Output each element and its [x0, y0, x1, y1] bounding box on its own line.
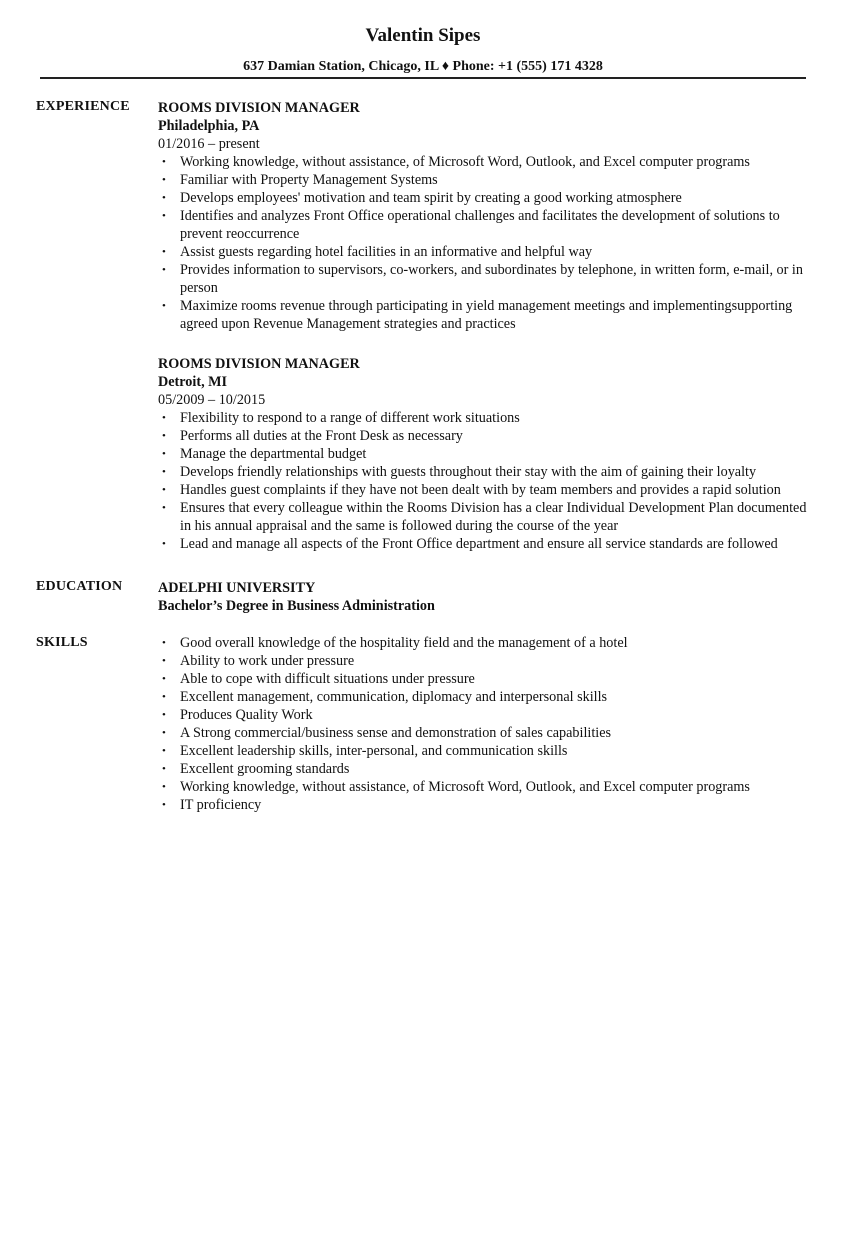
list-item — [158, 153, 818, 171]
list-item — [158, 481, 818, 499]
list-item — [158, 535, 818, 553]
bullet-icon: • — [162, 709, 166, 721]
bullet-icon: • — [162, 673, 166, 685]
job-title: ROOMS DIVISION MANAGER — [158, 100, 360, 116]
education-entry — [158, 579, 818, 615]
bullet-icon: • — [162, 637, 166, 649]
section-label-experience: EXPERIENCE — [36, 99, 130, 114]
job-location: Philadelphia, PA — [158, 118, 260, 134]
bullet-icon: • — [162, 412, 166, 424]
bullet-icon: • — [162, 502, 166, 514]
bullet-icon: • — [162, 781, 166, 793]
bullet-icon: • — [162, 246, 166, 258]
list-item — [158, 796, 818, 814]
degree: Bachelor’s Degree in Business Administration — [158, 598, 435, 614]
bullet-icon: • — [162, 156, 166, 168]
bullet-text: Assist guests regarding hotel facilities in an informative and helpful way — [180, 244, 593, 260]
list-item — [158, 409, 818, 427]
list-item — [158, 445, 818, 463]
job-entry — [158, 355, 818, 553]
list-item — [158, 261, 818, 297]
section-label-skills: SKILLS — [36, 635, 88, 650]
bullet-icon: • — [162, 745, 166, 757]
job-dates: 05/2009 – 10/2015 — [158, 392, 266, 408]
bullet-text: Maximize rooms revenue through participating in yield management meetings and implementingsupporting agreed upon Revenue Management strategies and practices — [180, 298, 793, 332]
job-dates: 01/2016 – present — [158, 136, 260, 152]
list-item — [158, 634, 818, 652]
list-item — [158, 706, 818, 724]
list-item — [158, 171, 818, 189]
job-bullet-list — [158, 153, 818, 333]
bullet-icon: • — [162, 264, 166, 276]
list-item — [158, 652, 818, 670]
skill-text: Able to cope with difficult situations under pressure — [180, 671, 475, 687]
skill-text: Excellent management, communication, diplomacy and interpersonal skills — [180, 689, 608, 705]
list-item — [158, 189, 818, 207]
section-label-education: EDUCATION — [36, 579, 123, 594]
list-item — [158, 688, 818, 706]
skill-text: Ability to work under pressure — [180, 653, 355, 669]
list-item — [158, 207, 818, 243]
list-item — [158, 724, 818, 742]
skills-list — [158, 634, 818, 814]
bullet-icon: • — [162, 430, 166, 442]
bullet-text: Flexibility to respond to a range of different work situations — [180, 410, 520, 426]
list-item — [158, 670, 818, 688]
skill-text: Working knowledge, without assistance, of Microsoft Word, Outlook, and Excel computer programs — [180, 779, 750, 795]
bullet-icon: • — [162, 448, 166, 460]
bullet-icon: • — [162, 691, 166, 703]
bullet-icon: • — [162, 210, 166, 222]
bullet-text: Develops friendly relationships with guests throughout their stay with the aim of gaining their loyalty — [180, 464, 757, 480]
bullet-text: Develops employees' motivation and team spirit by creating a good working atmosphere — [180, 190, 682, 206]
bullet-icon: • — [162, 300, 166, 312]
job-entry — [158, 99, 818, 333]
bullet-text: Lead and manage all aspects of the Front Office department and ensure all service standards are followed — [180, 536, 778, 552]
bullet-icon: • — [162, 727, 166, 739]
bullet-text: Handles guest complaints if they have not been dealt with by team members and provides a rapid solution — [180, 482, 781, 498]
bullet-icon: • — [162, 192, 166, 204]
bullet-text: Performs all duties at the Front Desk as necessary — [180, 428, 463, 444]
bullet-text: Identifies and analyzes Front Office operational challenges and facilitates the development of solutions to prevent reoccurrence — [180, 208, 780, 242]
skill-text: A Strong commercial/business sense and demonstration of sales capabilities — [180, 725, 612, 741]
skill-text: Excellent grooming standards — [180, 761, 350, 777]
job-bullet-list — [158, 409, 818, 553]
skills-entry — [158, 634, 818, 814]
list-item — [158, 742, 818, 760]
bullet-icon: • — [162, 466, 166, 478]
list-item — [158, 760, 818, 778]
candidate-name: Valentin Sipes — [365, 25, 481, 46]
list-item — [158, 778, 818, 796]
bullet-text: Familiar with Property Management Systems — [180, 172, 438, 188]
bullet-icon: • — [162, 538, 166, 550]
bullet-text: Provides information to supervisors, co-workers, and subordinates by telephone, in written form, e-mail, or in person — [180, 262, 803, 296]
list-item — [158, 243, 818, 261]
skill-text: Excellent leadership skills, inter-personal, and communication skills — [180, 743, 568, 759]
bullet-text: Working knowledge, without assistance, of Microsoft Word, Outlook, and Excel computer programs — [180, 154, 750, 170]
skill-text: IT proficiency — [180, 797, 262, 813]
bullet-icon: • — [162, 655, 166, 667]
job-location: Detroit, MI — [158, 374, 228, 390]
skill-text: Produces Quality Work — [180, 707, 313, 723]
header-divider — [40, 77, 806, 79]
list-item — [158, 463, 818, 481]
bullet-icon: • — [162, 484, 166, 496]
bullet-icon: • — [162, 799, 166, 811]
bullet-icon: • — [162, 763, 166, 775]
contact-line: 637 Damian Station, Chicago, IL ♦ Phone: +1 (555) 171 4328 — [243, 59, 603, 74]
bullet-icon: • — [162, 174, 166, 186]
bullet-text: Ensures that every colleague within the Rooms Division has a clear Individual Development Plan documented in his annual appraisal and the same is followed during the course of the year — [180, 500, 807, 534]
list-item — [158, 427, 818, 445]
bullet-text: Manage the departmental budget — [180, 446, 367, 462]
list-item — [158, 297, 818, 333]
job-title: ROOMS DIVISION MANAGER — [158, 356, 360, 372]
skill-text: Good overall knowledge of the hospitality field and the management of a hotel — [180, 635, 628, 651]
list-item — [158, 499, 818, 535]
school-name: ADELPHI UNIVERSITY — [158, 580, 316, 596]
